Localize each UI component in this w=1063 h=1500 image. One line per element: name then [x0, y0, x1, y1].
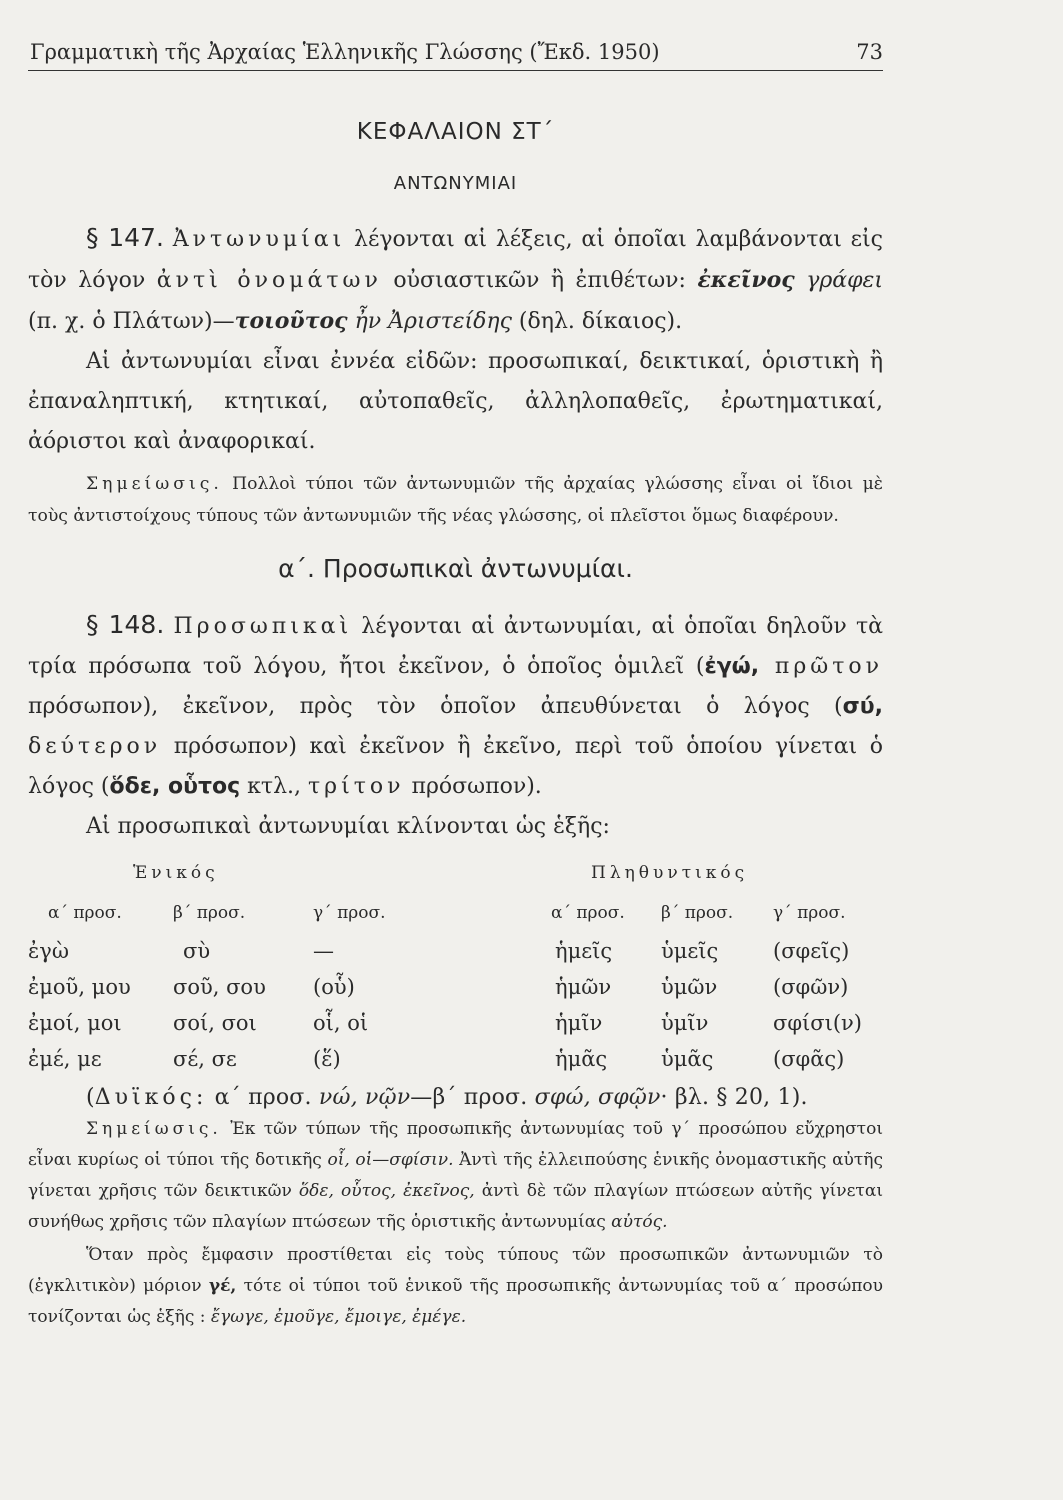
col-header: γ΄ προσ.	[313, 903, 386, 923]
paragraph-147: § 147. Ἀντωνυμίαι λέγονται αἱ λέξεις, αἱ ὁποῖαι λαμβάνονται εἰς τὸν λόγον ἀντὶ ὀνομάτων οὐσιαστικῶν ἢ ἐπιθέτων: ἐκεῖνος γράφει (π. χ. ὁ Πλάτων)—τοιοῦτος ἦν Ἀριστείδης (δηλ. δίκαιος).	[28, 223, 883, 334]
note-2: Σημείωσις. Ἐκ τῶν τύπων τῆς προσωπικῆς ἀντωνυμίας τοῦ γ΄ προσώπου εὔχρηστοι εἶναι κυρίως οἱ τύποι τῆς δοτικῆς οἷ, οἱ—σφίσιν. Ἀντὶ τῆς ἐλλειπούσης ἑνικῆς ὀνομαστικῆς αὐτῆς γίνεται χρῆσις τῶν δεικτικῶν ὅδε, οὗτος, ἐκεῖνος, ἀντὶ δὲ τῶν πλαγίων πτώσεων αὐτῆς γίνεται συνήθως χρῆσις τῶν πλαγίων πτώσεων τῆς ὁριστικῆς ἀντωνυμίας αὐτός.	[28, 1119, 883, 1232]
paragraph-148-intro: Αἱ προσωπικαὶ ἀντωνυμίαι κλίνονται ὡς ἑξῆς:	[86, 814, 610, 839]
example-word: τοιοῦτος	[234, 308, 348, 334]
term: Ἀντωνυμίαι	[172, 227, 346, 252]
page-number: 73	[856, 40, 883, 64]
singular-label: Ἑνικός	[133, 863, 219, 883]
dual-forms-line: (Δυϊκός: α΄ προσ. νώ, νῷν—β΄ προσ. σφώ, σφῷν· βλ. § 20, 1).	[86, 1085, 808, 1110]
declension-table	[28, 853, 883, 1077]
paragraph-148: § 148. Προσωπικαὶ λέγονται αἱ ἀντωνυμίαι, αἱ ὁποῖαι δηλοῦν τὰ τρία πρόσωπα τοῦ λόγου, ἤτοι ἐκεῖνον, ὁ ὁποῖος ὁμιλεῖ (ἐγώ, πρῶτον πρόσωπον), ἐκεῖνον, πρὸς τὸν ὁποῖον ἀπευθύνεται ὁ λόγος (σύ, δεύτερον πρόσωπον) καὶ ἐκεῖνον ἢ ἐκεῖνο, περὶ τοῦ ὁποίου γίνεται ὁ λόγος (ὅδε, οὗτος κτλ., τρίτον πρόσωπον).	[28, 610, 883, 799]
chapter-subtitle: ΑΝΤΩΝΥΜΙΑΙ	[393, 173, 518, 194]
note-label: Σημείωσις.	[86, 474, 223, 494]
chapter-heading: ΚΕΦΑΛΑΙΟΝ ΣΤ΄	[356, 119, 555, 145]
table-row: ἐμοῦ, μου σοῦ, σου (οὗ) ἡμῶν ὑμῶν (σφῶν)	[28, 975, 849, 999]
table-row: ἐμέ, με σέ, σε (ἕ) ἡμᾶς ὑμᾶς (σφᾶς)	[28, 1047, 845, 1071]
note-1: Σημείωσις. Πολλοὶ τύποι τῶν ἀντωνυμιῶν τῆς ἀρχαίας γλώσσης εἶναι οἱ ἴδιοι μὲ τοὺς ἀντιστοίχους τύπους τῶν ἀντωνυμιῶν τῆς νέας γλώσσης, οἱ πλεῖστοι ὅμως διαφέρουν.	[28, 474, 883, 526]
section-title: α΄. Προσωπικαὶ ἀντωνυμίαι.	[278, 554, 633, 583]
col-header: α΄ προσ.	[48, 903, 122, 923]
plural-label: Πληθυντικός	[591, 863, 749, 883]
section-number: § 147.	[86, 223, 164, 252]
section-number: § 148.	[86, 610, 165, 639]
col-header: β΄ προσ.	[173, 903, 246, 923]
col-header: α΄ προσ.	[551, 903, 625, 923]
page	[28, 40, 883, 1333]
col-header: γ΄ προσ.	[773, 903, 846, 923]
paragraph-147-kinds: Αἱ ἀντωνυμίαι εἶναι ἐννέα εἰδῶν: προσωπικαί, δεικτικαί, ὁριστικὴ ἢ ἐπαναληπτική, κτητικαί, αὐτοπαθεῖς, ἀλληλοπαθεῖς, ἐρωτηματικαί, ἀόριστοι καὶ ἀναφορικαί.	[28, 349, 883, 454]
running-title: Γραμματικὴ τῆς Ἀρχαίας Ἑλληνικῆς Γλώσσης (Ἔκδ. 1950)	[30, 40, 660, 64]
example-word: ἐκεῖνος	[697, 267, 795, 293]
running-header	[28, 40, 883, 71]
note-2-emphasis: Ὅταν πρὸς ἔμφασιν προστίθεται εἰς τοὺς τύπους τῶν προσωπικῶν ἀντωνυμιῶν τὸ (ἐγκλιτικὸν) μόριον γέ, τότε οἱ τύποι τοῦ ἑνικοῦ τῆς προσωπικῆς ἀντωνυμίας τοῦ α΄ προσώπου τονίζονται ὡς ἑξῆς : ἔγωγε, ἐμοῦγε, ἔμοιγε, ἐμέγε.	[28, 1245, 883, 1327]
term: Προσωπικαὶ	[173, 614, 353, 639]
dual-label: Δυϊκός:	[94, 1085, 208, 1110]
col-header: β΄ προσ.	[661, 903, 734, 923]
note-label: Σημείωσις.	[86, 1119, 222, 1139]
table-row: ἐγὼ σὺ — ἡμεῖς ὑμεῖς (σφεῖς)	[28, 939, 850, 963]
table-row: ἐμοί, μοι σοί, σοι οἷ, οἱ ἡμῖν ὑμῖν σφίσι(ν)	[28, 1011, 862, 1035]
